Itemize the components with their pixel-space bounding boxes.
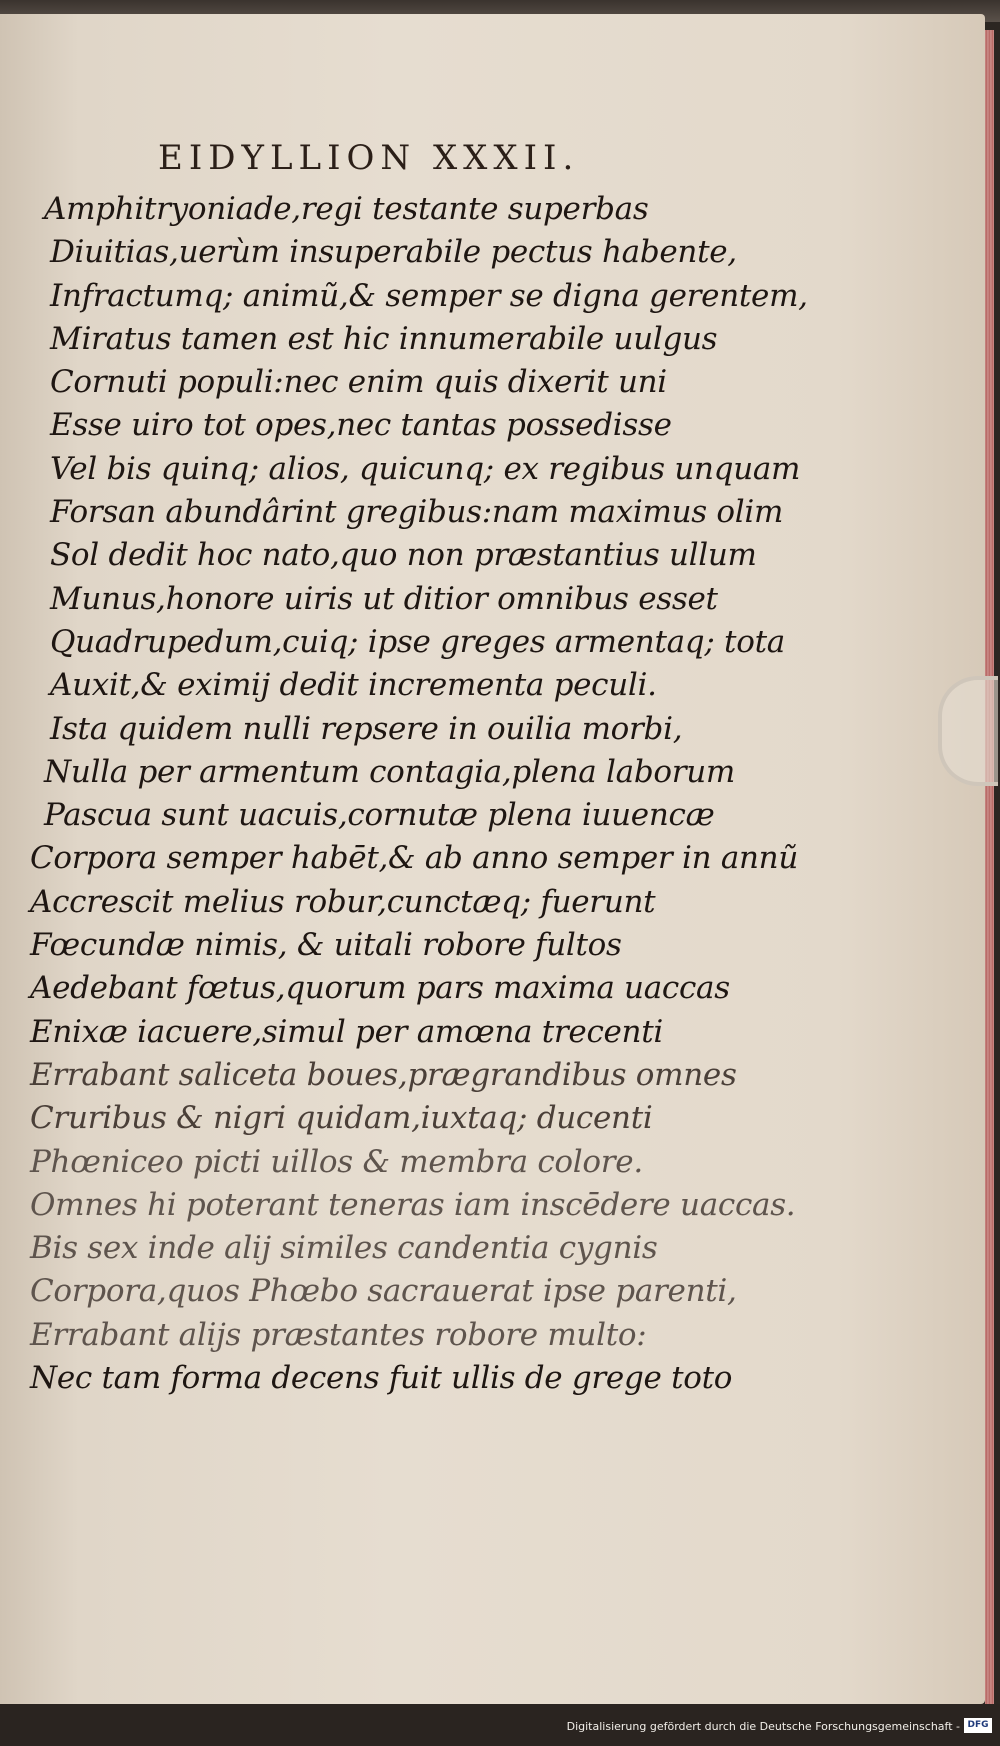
verse-line: Errabant alijs præstantes robore multo: [30, 1316, 647, 1353]
page-fore-edge [985, 30, 994, 1710]
verse-line: Aedebant fœtus,quorum pars maxima uaccas [30, 970, 730, 1007]
verse-line: Corpora semper habēt,& ab anno semper in annũ [30, 840, 799, 877]
verse-line: Nec tam forma decens fuit ullis de grege toto [30, 1360, 733, 1397]
dfg-logo: DFG [964, 1718, 992, 1733]
verse-line: Errabant saliceta boues,prægrandibus omnes [30, 1056, 737, 1093]
verse-line: Ista quidem nulli repsere in ouilia morbi, [50, 710, 683, 747]
verse-line: Phœniceo picti uillos & membra colore. [30, 1143, 643, 1180]
verse-line: Forsan abundârint gregibus:nam maximus olim [50, 494, 784, 531]
verse-line: Amphitryoniade,regi testante superbas [44, 191, 649, 227]
verse-line: Munus,honore uiris ut ditior omnibus esset [50, 580, 718, 617]
verse-line: Nulla per armentum contagia,plena laborum [44, 753, 736, 790]
verse-line: Omnes hi poterant teneras iam inscēdere uaccas. [30, 1186, 796, 1223]
verse-line: Pascua sunt uacuis,cornutæ plena iuuencæ [44, 797, 715, 834]
verse-line: Diuitias,uerùm insuperabile pectus habente, [50, 234, 737, 271]
verse-line: Corpora,quos Phœbo sacrauerat ipse parenti, [30, 1273, 737, 1310]
verse-line: Vel bis quinq; alios, quicunq; ex regibus unquam [50, 450, 801, 487]
verse-line: Auxit,& eximij dedit incrementa peculi. [50, 667, 657, 704]
verse-line: Cruribus & nigri quidam,iuxtaq; ducenti [30, 1100, 653, 1137]
verse-list [30, 188, 808, 1400]
verse-line: Enixæ iacuere,simul per amœna trecenti [30, 1013, 663, 1050]
verse-line: Accrescit melius robur,cunctæq; fuerunt [30, 883, 656, 920]
verse-line: Fœcundæ nimis, & uitali robore fultos [30, 927, 622, 964]
verse-line: Esse uiro tot opes,nec tantas possedisse [50, 407, 672, 444]
verse-line: Sol dedit hoc nato,quo non præstantius ullum [50, 537, 757, 574]
running-head: EIDYLLION XXXII. [158, 138, 580, 178]
verse-line: Quadrupedum,cuiq; ipse greges armentaq; tota [50, 623, 785, 660]
verse-line: Bis sex inde alij similes candentia cygnis [30, 1230, 658, 1267]
digitization-credit: Digitalisierung gefördert durch die Deutsche Forschungsgemeinschaft - [566, 1720, 960, 1733]
verse-line: Miratus tamen est hic innumerabile uulgus [50, 320, 718, 357]
verse-line: Cornuti populi:nec enim quis dixerit uni [50, 364, 667, 401]
bookmark-clip [938, 676, 998, 786]
verse-line: Infractumq; animũ,& semper se digna gerentem, [50, 277, 808, 314]
